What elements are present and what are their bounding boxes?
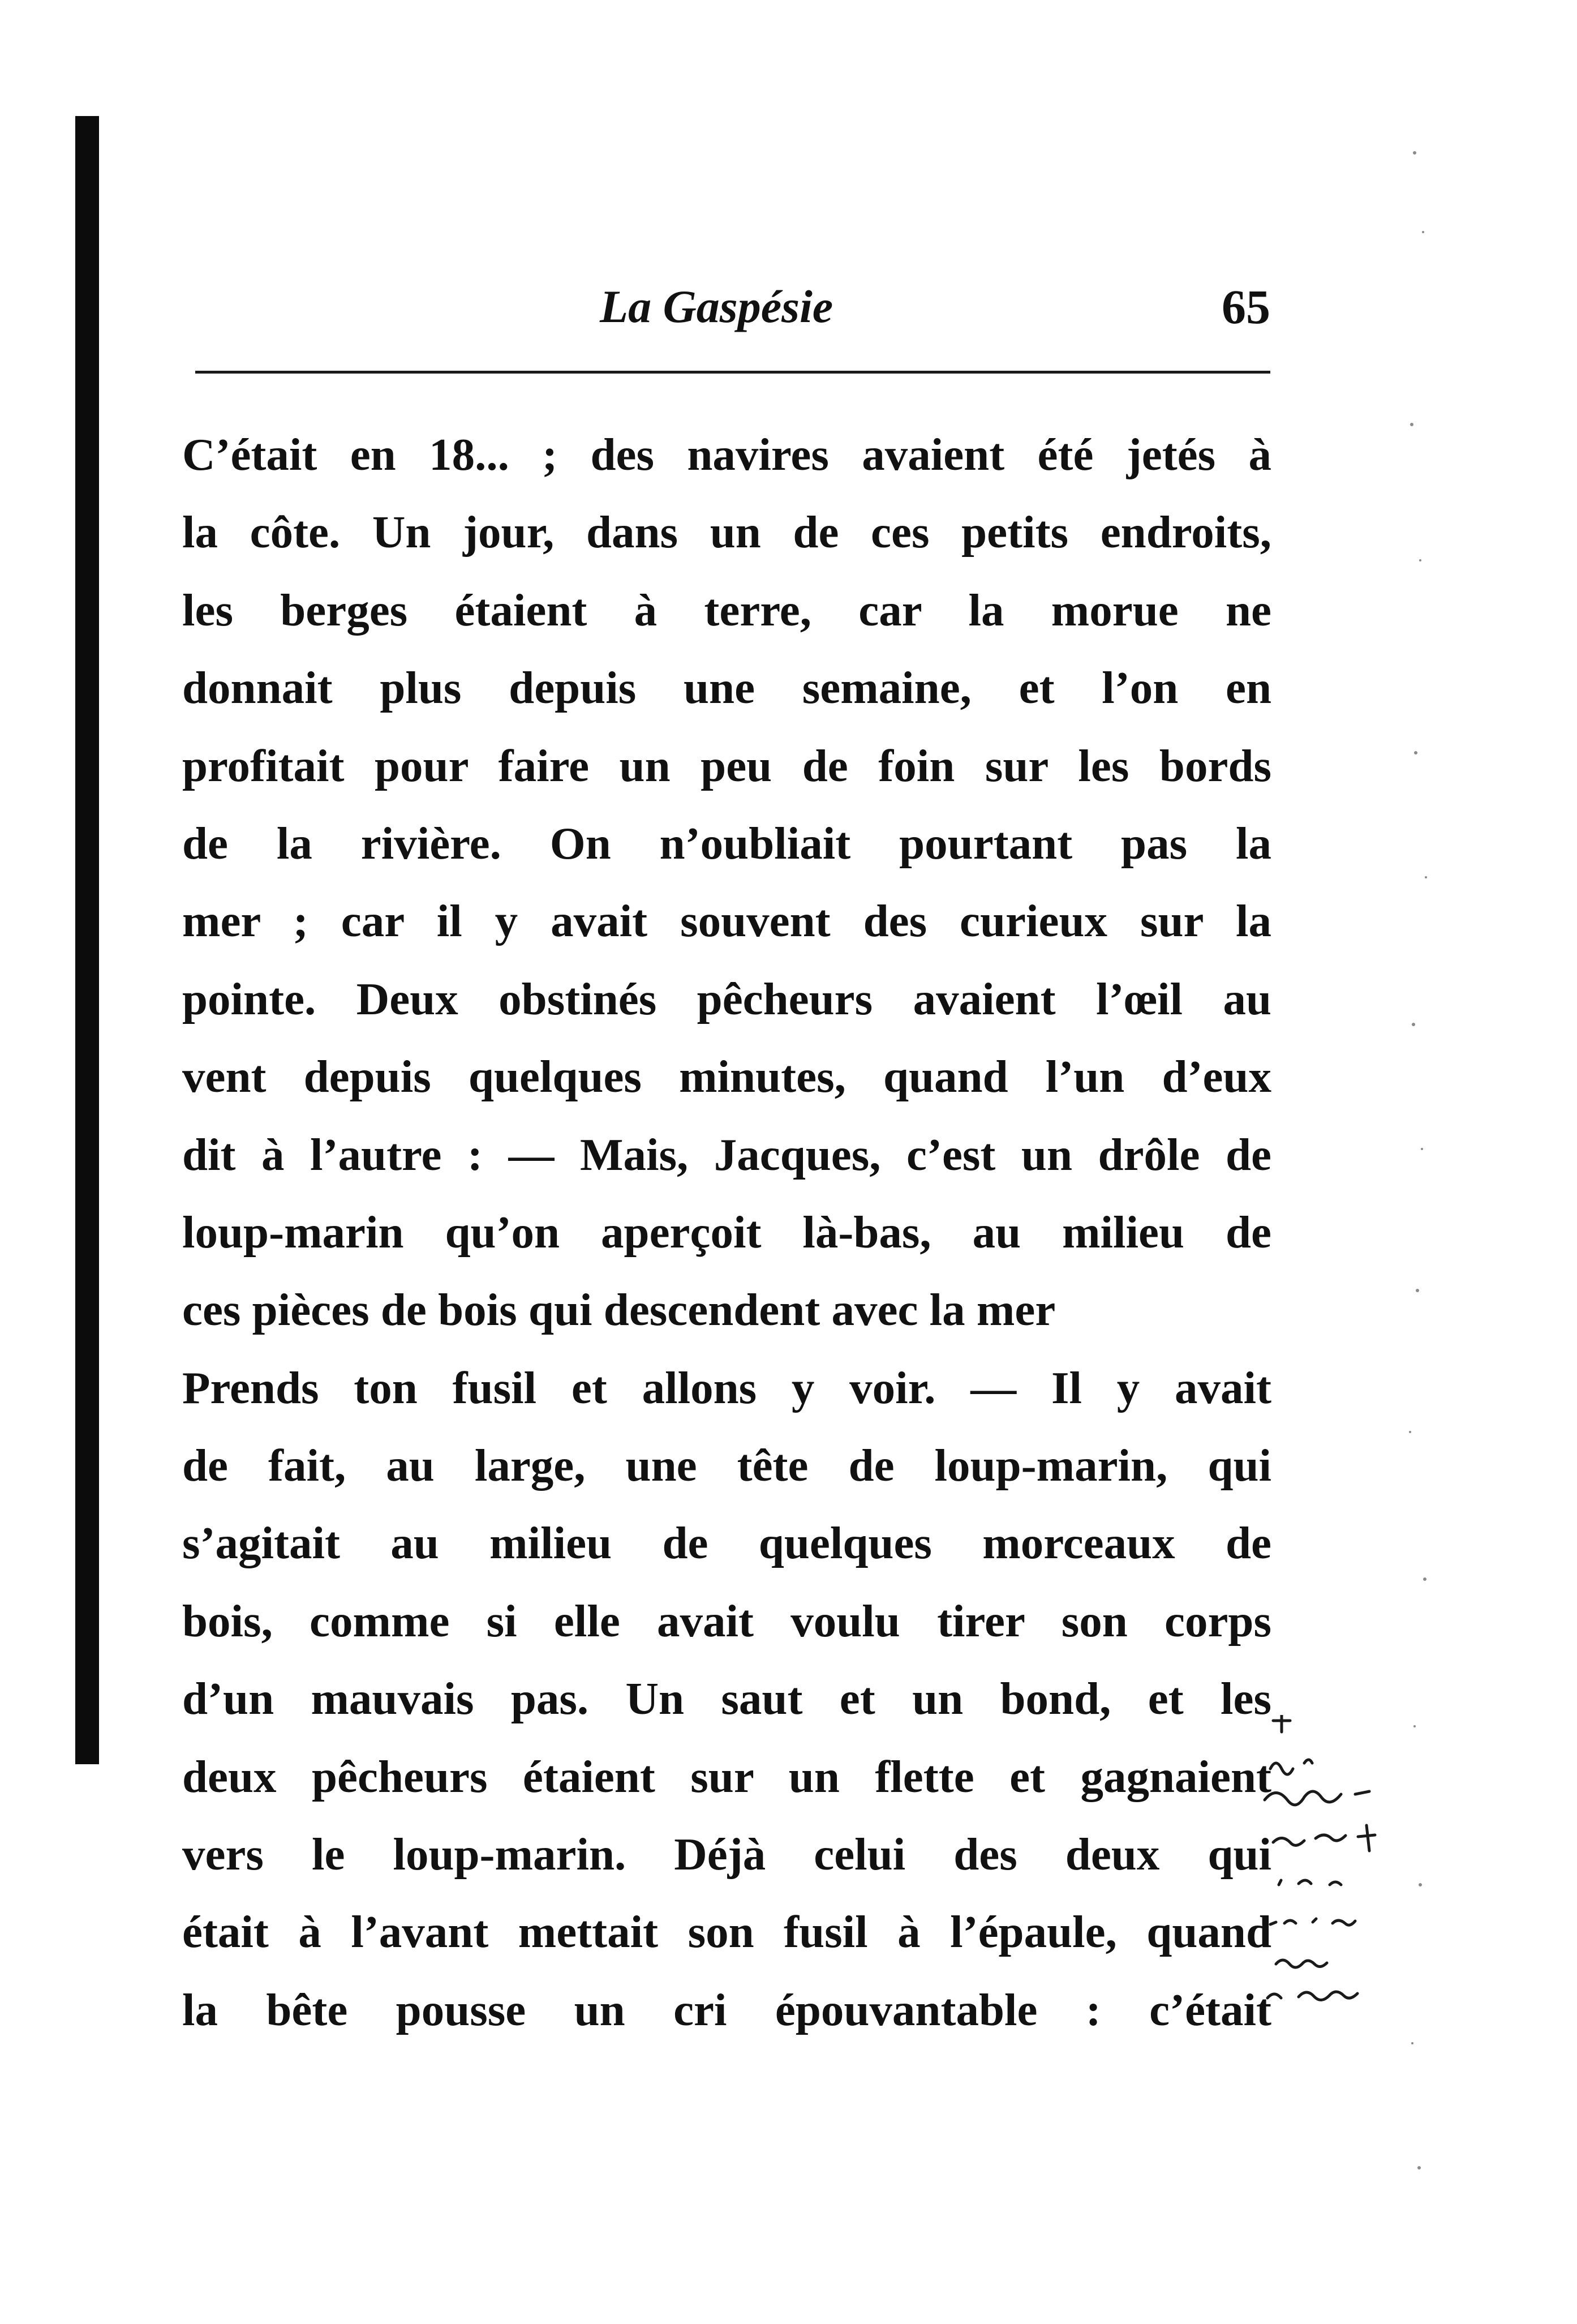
text-line: C’était en 18... ; des navires avaient été jetés à (182, 429, 1271, 480)
text-line: de fait, au large, une tête de loup-marin, qui (182, 1440, 1271, 1491)
text-line: mer ; car il y avait souvent des curieux sur la (182, 895, 1271, 947)
text-line: loup-marin qu’on aperçoit là-bas, au milieu de (182, 1206, 1271, 1258)
text-line: de la rivière. On n’oubliait pourtant pas la (182, 817, 1271, 869)
text-line: dit à l’autre : — Mais, Jacques, c’est un drôle de (182, 1129, 1271, 1180)
text-line: Prends ton fusil et allons y voir. — Il y avait (182, 1362, 1271, 1413)
text-line: ces pièces de bois qui descendent avec la mer (182, 1284, 1056, 1336)
text-line: vent depuis quelques minutes, quand l’un d’eux (182, 1051, 1271, 1103)
running-title: La Gaspésie (600, 281, 833, 332)
text-line: vers le loup-marin. Déjà celui des deux qui (182, 1829, 1271, 1880)
text-line: s’agitait au milieu de quelques morceaux de (182, 1517, 1271, 1569)
page-header (181, 267, 1270, 346)
text-line: la côte. Un jour, dans un de ces petits endroits, (182, 507, 1271, 558)
body-text (182, 416, 1271, 2049)
page-number: 65 (1222, 280, 1270, 334)
binding-shadow-bar (75, 116, 99, 1764)
header-rule (195, 371, 1270, 374)
text-line: bois, comme si elle avait voulu tirer son corps (182, 1595, 1271, 1646)
text-line: donnait plus depuis une semaine, et l’on en (182, 662, 1271, 714)
text-line: d’un mauvais pas. Un saut et un bond, et les (182, 1673, 1271, 1725)
text-line: était à l’avant mettait son fusil à l’épaule, quand (182, 1906, 1271, 1958)
text-line: la bête pousse un cri épouvantable : c’était (182, 1984, 1271, 2035)
text-line: profitait pour faire un peu de foin sur les bords (182, 740, 1271, 791)
text-line: deux pêcheurs étaient sur un flette et gagnaient (182, 1751, 1271, 1802)
text-line: pointe. Deux obstinés pêcheurs avaient l’œil au (182, 973, 1271, 1024)
page-edge-speckle (1403, 130, 1437, 2224)
text-line: les berges étaient à terre, car la morue ne (182, 584, 1271, 636)
